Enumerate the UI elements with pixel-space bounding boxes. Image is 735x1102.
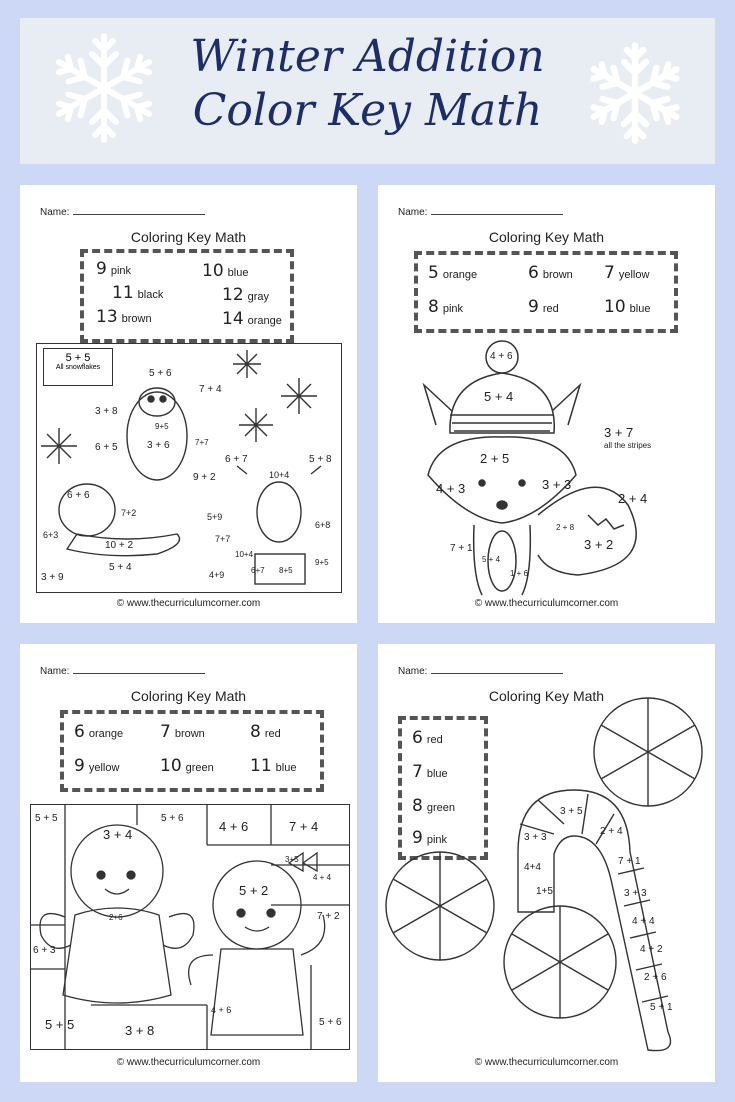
color-key-item: 13 brown	[96, 307, 152, 327]
addition-problem: 5 + 6	[149, 368, 172, 379]
coloring-picture	[36, 343, 342, 593]
addition-problem: 2 + 5	[480, 451, 510, 466]
name-field: Name:	[398, 207, 563, 218]
addition-problem: 3 + 3	[624, 888, 647, 899]
color-key-item: 9 pink	[412, 828, 448, 848]
addition-problem: 3 + 3	[542, 477, 572, 492]
addition-problem: 5 + 4	[109, 562, 132, 573]
color-key-item: 6 orange	[74, 722, 124, 742]
addition-problem: 6+7	[251, 566, 265, 575]
color-key-item: 11 black	[112, 283, 164, 303]
addition-problem: 3 + 8	[125, 1023, 155, 1038]
color-key-item: 7 brown	[160, 722, 205, 742]
color-key-item: 8 green	[412, 796, 455, 816]
addition-problem: 5 + 2	[239, 883, 269, 898]
addition-problem: 7 + 2	[317, 911, 340, 922]
color-key-item: 10 green	[160, 756, 214, 776]
color-key-item: 8 pink	[428, 297, 464, 317]
addition-problem: 8+5	[279, 566, 293, 575]
addition-problem: 4 + 4	[313, 873, 332, 882]
addition-problem: 10+4	[235, 550, 254, 559]
addition-problem: 2 + 8	[556, 523, 575, 532]
banner-title-line2: Color Key Math	[192, 85, 543, 136]
worksheet-heading: Coloring Key Math	[130, 688, 247, 704]
fox-illustration	[378, 185, 715, 623]
worksheet-candy	[378, 644, 715, 1082]
copyright-footer: © www.thecurriculumcorner.com	[474, 1057, 619, 1068]
addition-problem: 4 + 6	[211, 1005, 232, 1015]
worksheet-fox	[378, 185, 715, 623]
addition-problem: 7+7	[215, 534, 231, 544]
addition-problem: 6+8	[315, 520, 331, 530]
addition-problem: 6 + 5	[95, 442, 118, 453]
addition-problem: 3 + 3	[524, 832, 547, 843]
addition-problem: 1 + 6	[510, 569, 529, 578]
worksheet-winter-animals	[20, 185, 357, 623]
addition-problem: 3 + 7	[604, 425, 634, 440]
copyright-footer: © www.thecurriculumcorner.com	[474, 598, 619, 609]
color-key-item: 10 blue	[202, 261, 249, 281]
coloring-picture	[30, 804, 350, 1050]
addition-problem: 4+4	[524, 862, 541, 873]
color-key-item: 7 blue	[412, 762, 448, 782]
color-key-item: 10 blue	[604, 297, 651, 317]
worksheet-heading: Coloring Key Math	[130, 229, 247, 245]
worksheet-gingerbread	[20, 644, 357, 1082]
color-key-box	[60, 710, 324, 792]
addition-problem: 3 + 5	[560, 806, 583, 817]
worksheet-heading: Coloring Key Math	[488, 688, 605, 704]
addition-problem: 9 + 2	[193, 472, 216, 483]
addition-problem: 5 + 8	[309, 454, 332, 465]
addition-problem: 7 + 1	[450, 543, 473, 554]
addition-problem: 4 + 4	[632, 916, 655, 927]
addition-problem: 2 + 4	[618, 491, 648, 506]
addition-problem: 3 + 4	[103, 827, 133, 842]
addition-problem: 10 + 2	[105, 540, 134, 551]
color-key-item: 12 gray	[222, 285, 270, 305]
addition-problem: 5 + 5	[45, 1017, 75, 1032]
addition-problem: 6 + 7	[225, 454, 248, 465]
addition-problem: 9+5	[315, 558, 329, 567]
worksheet-heading: Coloring Key Math	[488, 229, 605, 245]
winter-animals-illustration	[37, 344, 341, 592]
color-key-item: 9 yellow	[74, 756, 120, 776]
addition-problem: 6 + 3	[33, 945, 56, 956]
addition-problem: 7+2	[121, 508, 137, 518]
copyright-footer: © www.thecurriculumcorner.com	[116, 598, 261, 609]
addition-problem: 3 + 9	[41, 572, 64, 583]
addition-problem: 6+3	[43, 530, 59, 540]
color-key-item: 14 orange	[222, 309, 282, 329]
addition-problem: 3 + 6	[147, 440, 170, 451]
addition-problem: 4 + 6	[219, 819, 249, 834]
gingerbread-illustration	[31, 805, 349, 1049]
addition-problem: 5 + 6	[161, 813, 184, 824]
addition-problem: 7 + 4	[289, 819, 319, 834]
color-key-item: 6 red	[412, 728, 443, 748]
addition-problem: 3 + 2	[584, 537, 614, 552]
addition-problem: 7 + 1	[618, 856, 641, 867]
addition-problem: 5 + 4	[484, 389, 514, 404]
addition-problem: 5 + 4	[482, 555, 501, 564]
snowflake-legend: 5 + 5 All snowflakes	[43, 348, 113, 386]
color-key-item: 5 orange	[428, 263, 478, 283]
addition-problem: 4 + 3	[436, 481, 466, 496]
addition-problem: 4 + 6	[490, 351, 513, 362]
addition-problem: 9+5	[155, 422, 169, 431]
addition-problem: 2 + 6	[644, 972, 667, 983]
color-key-item: 6 brown	[528, 263, 573, 283]
addition-problem: 2+6	[109, 913, 123, 922]
addition-problem: 10+4	[269, 470, 290, 480]
color-key-item: 7 yellow	[604, 263, 650, 283]
title-banner	[20, 18, 715, 164]
addition-problem: all the stripes	[604, 441, 652, 450]
copyright-footer: © www.thecurriculumcorner.com	[116, 1057, 261, 1068]
addition-problem: 5 + 5	[35, 813, 58, 824]
color-key-box	[80, 249, 294, 343]
addition-problem: 3+5	[285, 855, 299, 864]
addition-problem: 4 + 2	[640, 944, 663, 955]
addition-problem: 1+5	[536, 886, 553, 897]
name-field: Name:	[40, 666, 205, 677]
color-key-item: 11 blue	[250, 756, 297, 776]
name-field: Name:	[40, 207, 205, 218]
addition-problem: 7 + 4	[199, 384, 222, 395]
banner-title-line1: Winter Addition	[190, 31, 545, 82]
addition-problem: 7+7	[195, 438, 209, 447]
name-field: Name:	[398, 666, 563, 677]
candy-illustration	[378, 644, 715, 1082]
addition-problem: 6 + 6	[67, 490, 90, 501]
addition-problem: 4+9	[209, 570, 225, 580]
addition-problem: 5 + 6	[319, 1017, 342, 1028]
addition-problem: 5+9	[207, 512, 223, 522]
addition-problem: 2 + 4	[600, 826, 623, 837]
addition-problem: 3 + 8	[95, 406, 118, 417]
color-key-item: 9 pink	[96, 259, 132, 279]
color-key-item: 8 red	[250, 722, 281, 742]
color-key-item: 9 red	[528, 297, 559, 317]
addition-problem: 5 + 1	[650, 1002, 673, 1013]
